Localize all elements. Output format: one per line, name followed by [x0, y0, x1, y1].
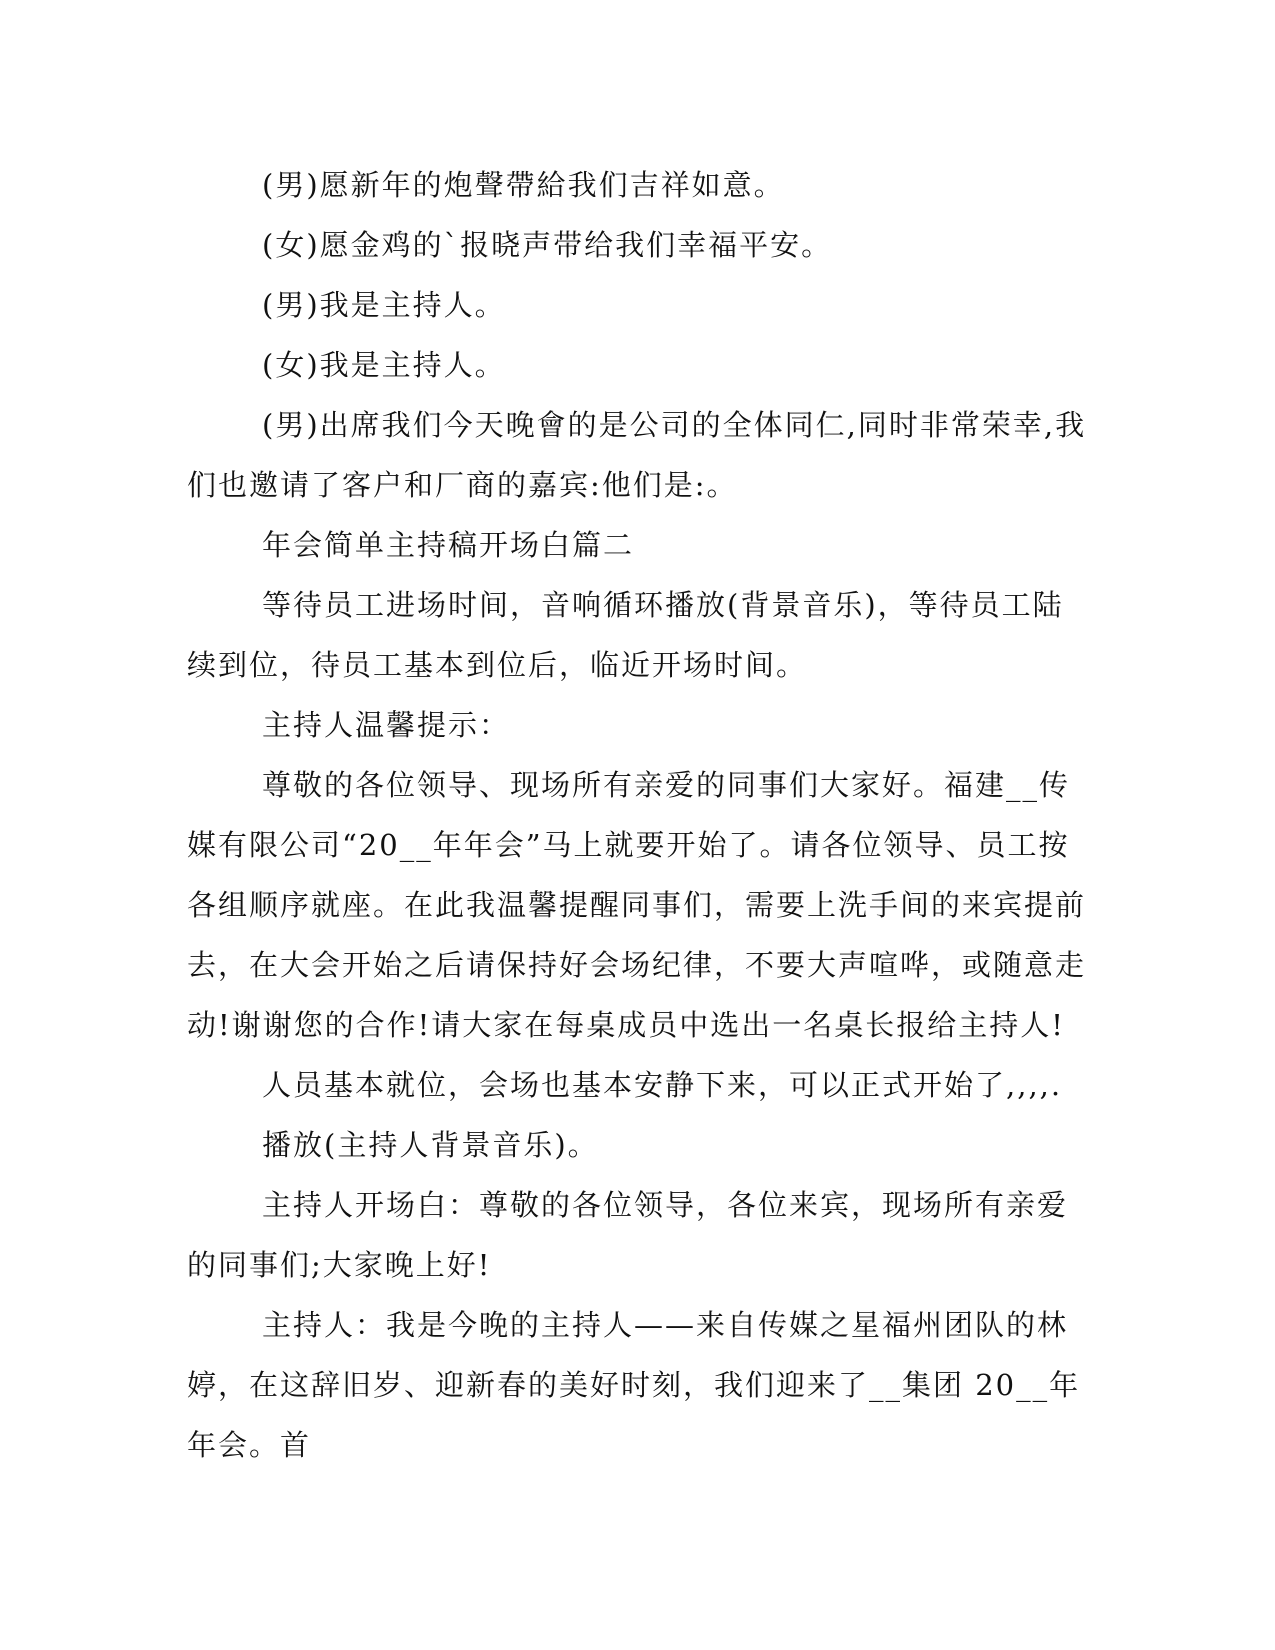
paragraph-5: (男)出席我们今天晚會的是公司的全体同仁,同时非常荣幸,我们也邀请了客户和厂商的嘉宾:他们是:。: [187, 408, 1087, 502]
document-body: [187, 155, 1087, 1475]
paragraph-9: 尊敬的各位领导、现场所有亲爱的同事们大家好。福建__传媒有限公司“20__年年会”马上就要开始了。请各位领导、员工按各组顺序就座。在此我温馨提醒同事们，需要上洗手间的来宾提前去，在大会开始之后请保持好会场纪律，不要大声喧哗，或随意走动!谢谢您的合作!请大家在每桌成员中选出一名桌长报给主持人!: [187, 768, 1087, 1042]
paragraph-3: (男)我是主持人。: [262, 288, 506, 322]
paragraph-8: 主持人温馨提示：: [262, 708, 511, 742]
paragraph-7: 等待员工进场时间，音响循环播放(背景音乐)，等待员工陆续到位，待员工基本到位后，临近开场时间。: [187, 588, 1064, 682]
paragraph-1: (男)愿新年的炮聲帶給我们吉祥如意。: [262, 168, 785, 202]
paragraph-11: 播放(主持人背景音乐)。: [262, 1128, 599, 1162]
paragraph-10: 人员基本就位，会场也基本安静下来，可以正式开始了,,,,.: [262, 1068, 1063, 1102]
section-heading: 年会简单主持稿开场白篇二: [262, 528, 635, 562]
paragraph-12: 主持人开场白：尊敬的各位领导，各位来宾，现场所有亲爱的同事们;大家晚上好!: [187, 1188, 1069, 1282]
paragraph-4: (女)我是主持人。: [262, 348, 506, 382]
paragraph-2: (女)愿金鸡的`报晓声带给我们幸福平安。: [262, 228, 833, 262]
paragraph-13: 主持人：我是今晚的主持人——来自传媒之星福州团队的林婷，在这辞旧岁、迎新春的美好时刻，我们迎来了__集团 20__年年会。首: [187, 1308, 1081, 1462]
